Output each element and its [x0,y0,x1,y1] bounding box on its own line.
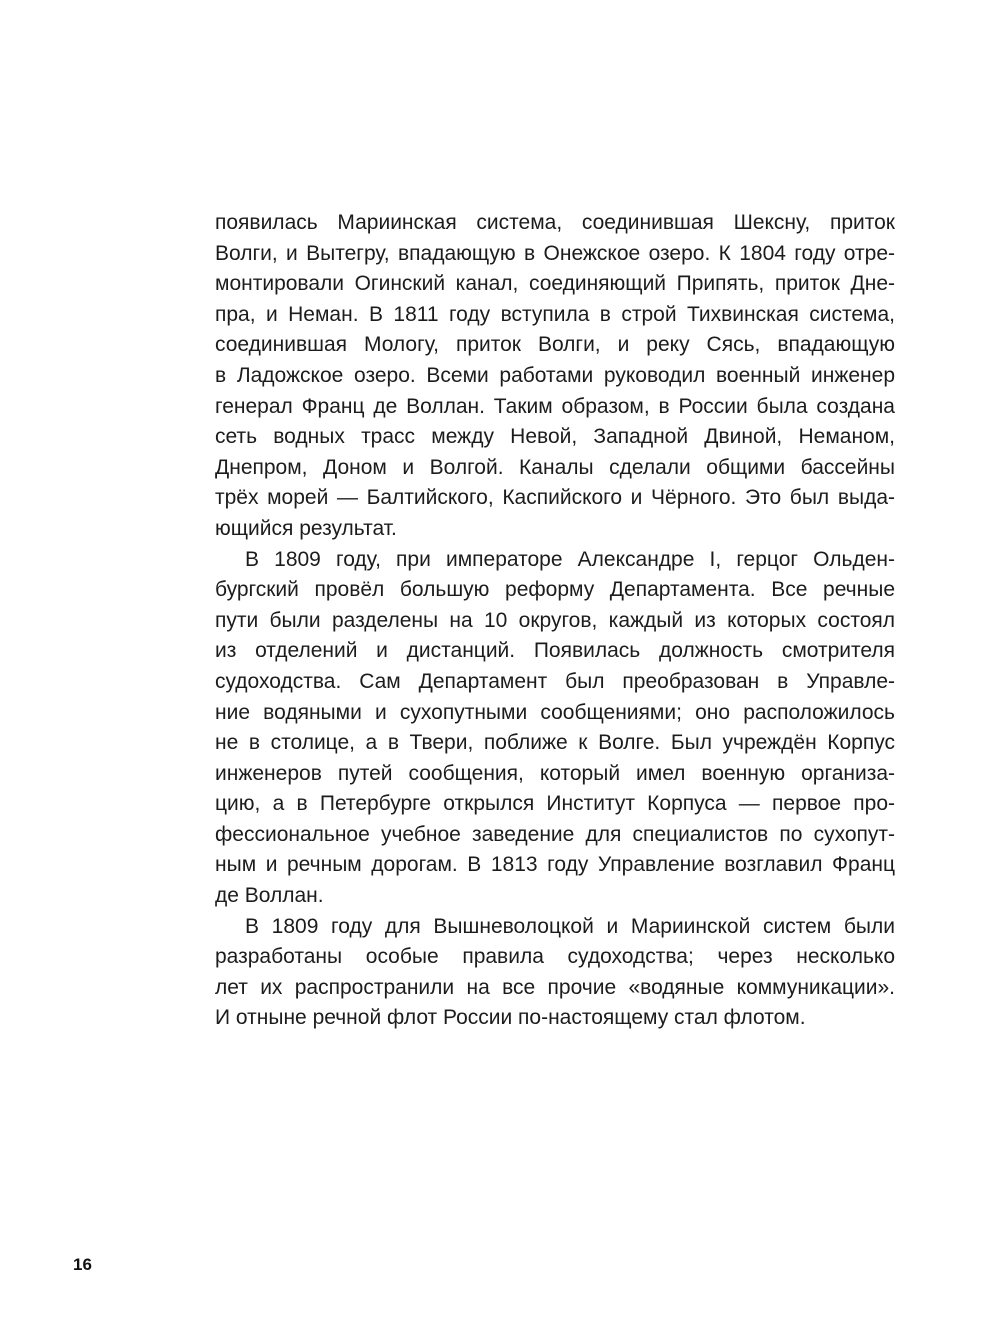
text-line: И отныне речной флот России по-настоящему стал флотом. [215,1006,806,1030]
text-line: разработаны особые правила судоходства; через несколько [215,945,895,969]
text-line: бургский провёл большую реформу Департамента. Все речные [215,578,895,602]
text-line: монтировали Огинский канал, соединяющий Припять, приток Дне- [215,272,895,296]
text-line: ющийся результат. [215,516,397,540]
paragraph-3 [215,912,895,1034]
text-line: соединившая Мологу, приток Волги, и реку Сясь, впадающую [215,333,895,357]
text-line: генерал Франц де Воллан. Таким образом, в России была создана [215,394,895,418]
text-line: не в столице, а в Твери, поближе к Волге. Был учреждён Корпус [215,731,895,755]
text-line: фессиональное учебное заведение для специалистов по сухопут- [215,822,895,846]
text-line: де Воллан. [215,884,324,908]
text-line: пути были разделены на 10 округов, каждый из которых состоял [215,608,895,632]
text-line: ние водяными и сухопутными сообщениями; оно расположилось [215,700,895,724]
text-line: судоходства. Сам Департамент был преобразован в Управле- [215,669,895,693]
text-line: инженеров путей сообщения, который имел военную организа- [215,761,895,785]
text-line: появилась Мариинская система, соединившая Шексну, приток [215,211,895,234]
text-line: Днепром, Доном и Волгой. Каналы сделали общими бассейны [215,455,895,479]
paragraph-2 [215,545,895,912]
text-line: трёх морей — Балтийского, Каспийского и Чёрного. Это был выда- [215,486,895,510]
body-text [215,208,895,1034]
text-line: пра, и Неман. В 1811 году вступила в строй Тихвинская система, [215,302,895,326]
text-line: из отделений и дистанций. Появилась должность смотрителя [215,639,895,663]
text-line: цию, а в Петербурге открылся Институт Корпуса — первое про- [215,792,895,816]
paragraph-1 [215,208,895,545]
text-line: в Ладожское озеро. Всеми работами руководил военный инженер [215,363,895,387]
text-line: ным и речным дорогам. В 1813 году Управление возглавил Франц [215,853,895,877]
text-line: лет их распространили на все прочие «водяные коммуникации». [215,975,895,999]
text-line: В 1809 году, при императоре Александре I, герцог Ольден- [245,547,895,571]
text-line: сеть водных трасс между Невой, Западной Двиной, Неманом, [215,425,895,449]
page-number: 16 [73,1255,92,1274]
text-line: В 1809 году для Вышневолоцкой и Мариинской систем были [245,914,895,938]
text-line: Волги, и Вытегру, впадающую в Онежское озеро. К 1804 году отре- [215,241,895,265]
